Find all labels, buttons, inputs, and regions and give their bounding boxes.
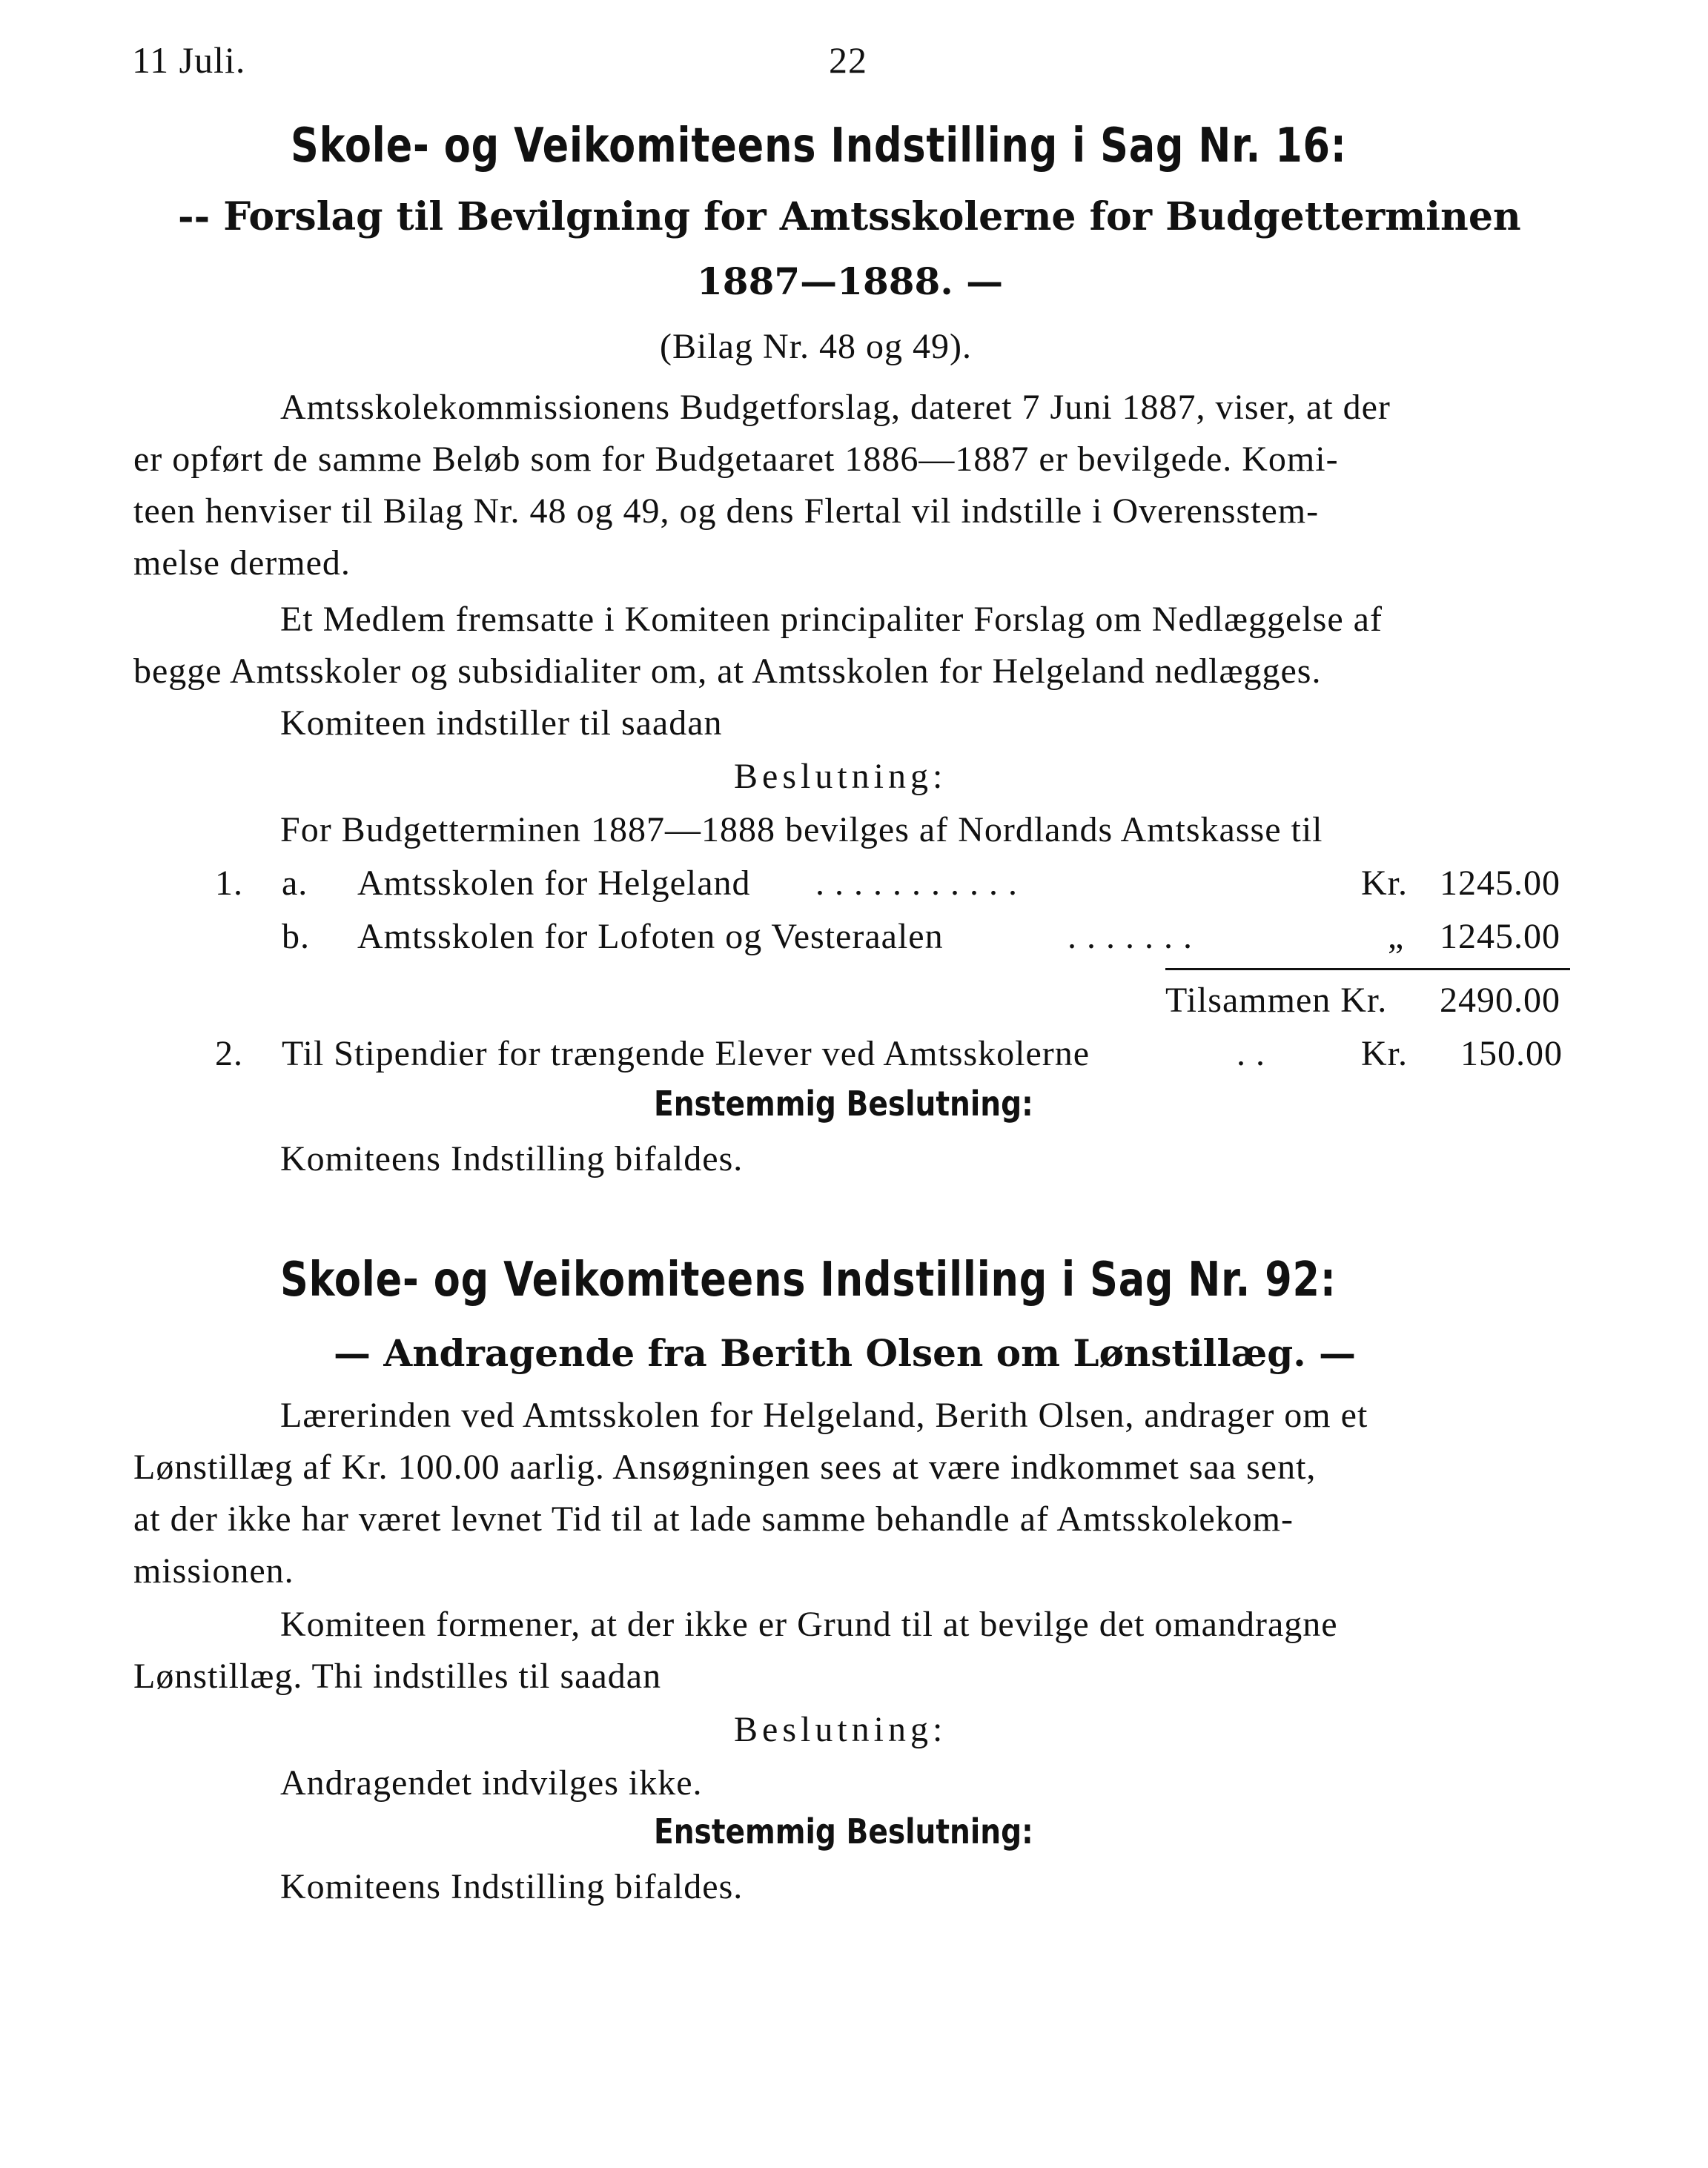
section2-beslutning: Beslutning: [734,1710,947,1749]
item-amount: 150.00 [1460,1034,1563,1073]
total-amount: 2490.00 [1440,981,1560,1020]
section1-bilag: (Bilag Nr. 48 og 49). [660,327,972,366]
item-letter: b. [282,917,310,956]
item-currency: Kr. [1361,1034,1408,1073]
section1-para2-line: Et Medlem fremsatte i Komiteen principaliter Forslag om Nedlæggelse af [280,600,1383,639]
item-number: 1. [215,863,243,903]
budget-intro: For Budgetterminen 1887—1888 bevilges af Nordlands Amtskasse til [280,810,1323,849]
section2-para1-line: Lærerinden ved Amtsskolen for Helgeland, Berith Olsen, andrager om et [280,1396,1368,1435]
item-text: Amtsskolen for Helgeland [357,863,751,903]
section2-subheading: — Andragende fra Berith Olsen om Lønstillæg. — [334,1331,1357,1375]
section1-enstemmig: Enstemmig Beslutning: [654,1084,1033,1124]
total-rule [1165,968,1570,970]
page-date: 11 Juli. [132,39,246,81]
item-text: Til Stipendier for trængende Elever ved Amtsskolerne [282,1034,1090,1073]
item-leader: . . . . . . . . . . . [815,863,1018,903]
total-label: Tilsammen Kr. [1165,981,1388,1020]
section2-decision: Andragendet indvilges ikke. [280,1763,703,1803]
item-currency: „ [1388,917,1405,956]
section2-para1-line: missionen. [133,1551,294,1591]
section1-para1-line: Amtsskolekommissionens Budgetforslag, dateret 7 Juni 1887, viser, at der [280,388,1391,427]
section1-final: Komiteens Indstilling bifaldes. [280,1139,744,1179]
page-number: 22 [829,39,867,81]
section2-para1-line: at der ikke har været levnet Tid til at lade samme behandle af Amtsskolekom- [133,1499,1294,1539]
section2-heading: Skole- og Veikomiteens Indstilling i Sag Nr. 92: [280,1253,1337,1307]
section2-final: Komiteens Indstilling bifaldes. [280,1867,744,1906]
item-currency: Kr. [1361,863,1408,903]
section1-beslutning: Beslutning: [734,757,947,796]
section1-para1-line: er opført de samme Beløb som for Budgetaaret 1886—1887 er bevilgede. Komi- [133,440,1339,479]
item-letter: a. [282,863,308,903]
item-leader: . . . . . . . [1068,917,1193,956]
section1-heading: Skole- og Veikomiteens Indstilling i Sag Nr. 16: [291,119,1347,173]
item-leader: . . [1237,1034,1265,1073]
section2-para2-line: Lønstillæg. Thi indstilles til saadan [133,1657,662,1696]
section1-para3: Komiteen indstiller til saadan [280,703,723,743]
section1-subheading-line1: -- Forslag til Bevilgning for Amtsskolerne for Budgetterminen [178,194,1521,239]
section1-para2-line: begge Amtsskoler og subsidialiter om, at Amtsskolen for Helgeland nedlægges. [133,652,1322,691]
section1-para1-line: melse dermed. [133,543,351,583]
item-text: Amtsskolen for Lofoten og Vesteraalen [357,917,944,956]
section2-para2-line: Komiteen formener, at der ikke er Grund til at bevilge det omandragne [280,1605,1338,1644]
section1-subheading-line2: 1887—1888. — [697,259,1004,303]
item-number: 2. [215,1034,243,1073]
item-amount: 1245.00 [1440,917,1560,956]
section2-enstemmig: Enstemmig Beslutning: [654,1811,1033,1852]
item-amount: 1245.00 [1440,863,1560,903]
section2-para1-line: Lønstillæg af Kr. 100.00 aarlig. Ansøgningen sees at være indkommet saa sent, [133,1448,1317,1487]
section1-para1-line: teen henviser til Bilag Nr. 48 og 49, og dens Flertal vil indstille i Overensstem- [133,491,1320,531]
